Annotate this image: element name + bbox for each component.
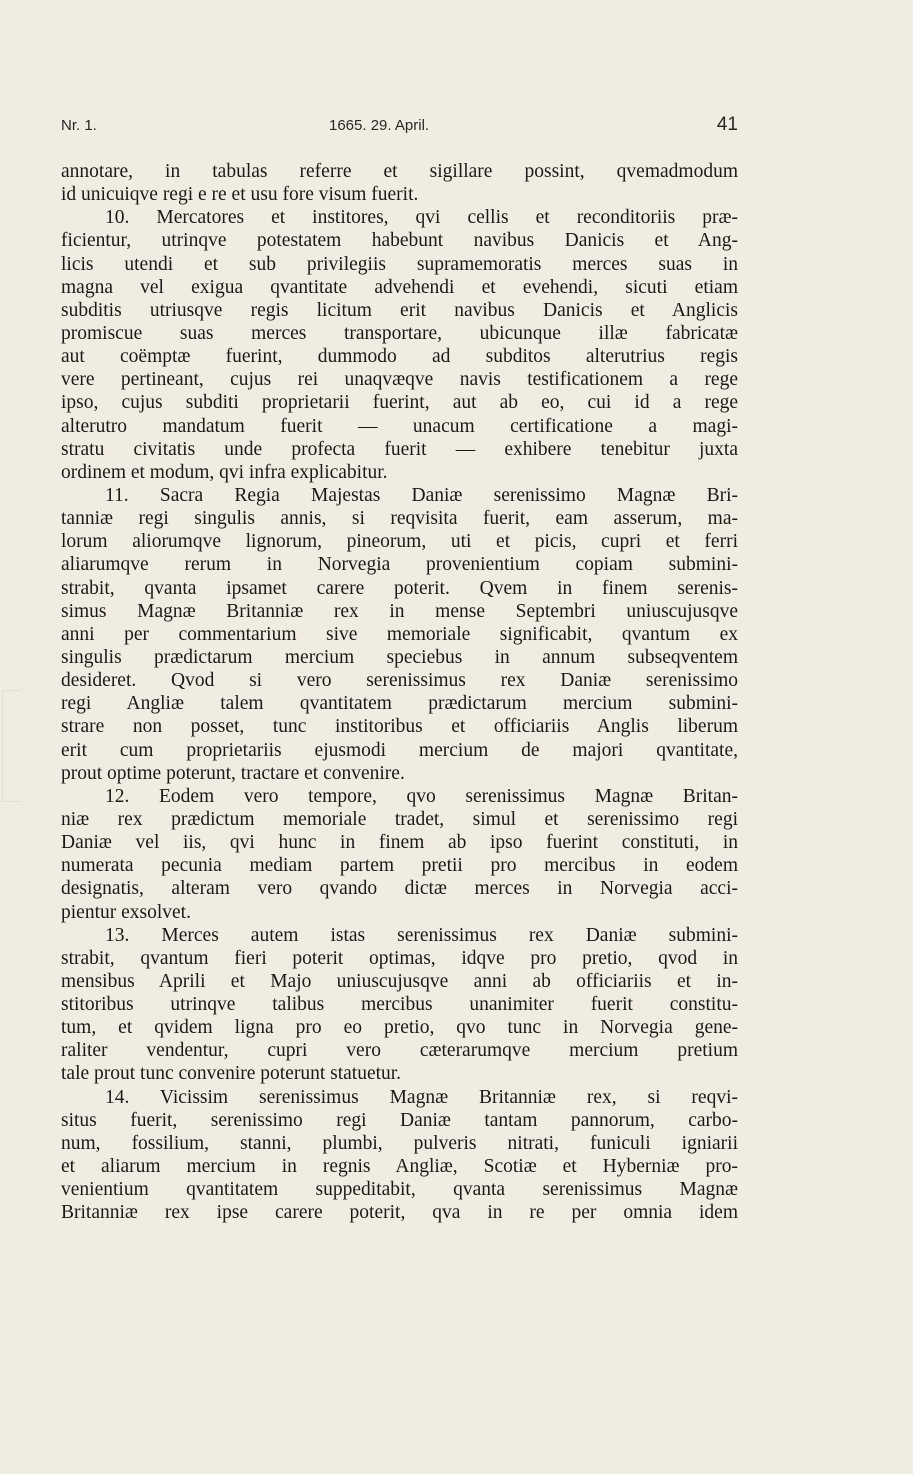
- text-line: ipso, cujus subditi proprietarii fuerint, aut ab eo, cui id a rege: [61, 392, 738, 414]
- text-line: et aliarum mercium in regnis Angliæ, Scotiæ et Hyberniæ pro-: [61, 1156, 738, 1178]
- text-line: tanniæ regi singulis annis, si reqvisita fuerit, eam asserum, ma-: [61, 508, 738, 530]
- paragraph-10-first-line: 10. Mercatores et institores, qvi cellis et reconditoriis præ-: [105, 207, 738, 229]
- paragraph-13-first-line: 13. Merces autem istas serenissimus rex Daniæ submini-: [105, 924, 738, 946]
- text-line: mensibus Aprili et Majo uniuscujusqve anni ab officiariis et in-: [61, 970, 738, 992]
- text-line: promiscue suas merces transportare, ubicunque illæ fabricatæ: [61, 322, 738, 344]
- text-line: stratu civitatis unde profecta fuerit — exhibere tenebitur juxta: [61, 438, 738, 460]
- page-number: 41: [716, 114, 738, 135]
- running-header: [61, 114, 738, 138]
- text-line: designatis, alteram vero qvando dictæ merces in Norvegia acci-: [61, 878, 738, 900]
- paragraph-12-first-line: 12. Eodem vero tempore, qvo serenissimus Magnæ Britan-: [105, 785, 738, 807]
- text-line: Daniæ vel iis, qvi hunc in finem ab ipso fuerint constituti, in: [61, 832, 738, 854]
- text-line: simus Magnæ Britanniæ rex in mense Septembri uniuscujusqve: [61, 600, 738, 622]
- text-line: ordinem et modum, qvi infra explicabitur.: [61, 461, 388, 483]
- paragraph-14-first-line: 14. Vicissim serenissimus Magnæ Britanniæ rex, si reqvi-: [105, 1086, 738, 1108]
- header-date: 1665. 29. April.: [329, 117, 430, 134]
- text-line: vere pertineant, cujus rei unaqvæqve navis testificationem a rege: [61, 369, 738, 391]
- text-line: situs fuerit, serenissimo regi Daniæ tantam pannorum, carbo-: [61, 1109, 738, 1131]
- text-line: licis utendi et sub privilegiis supramemoratis merces suas in: [61, 253, 738, 275]
- text-line: strabit, qvantum fieri poterit optimas, idqve pro pretio, qvod in: [61, 947, 738, 969]
- text-line: strabit, qvanta ipsamet carere poterit. Qvem in finem serenis-: [61, 577, 738, 599]
- text-line: alterutro mandatum fuerit — unacum certificatione a magi-: [61, 415, 738, 437]
- text-line: pientur exsolvet.: [61, 901, 191, 923]
- text-line: anni per commentarium sive memoriale significabit, qvantum ex: [61, 623, 738, 645]
- text-line: lorum aliorumqve lignorum, pineorum, uti et picis, cupri et ferri: [61, 531, 738, 553]
- text-line: regi Angliæ talem qvantitatem prædictarum mercium submini-: [61, 693, 738, 715]
- document-number: Nr. 1.: [61, 117, 97, 134]
- text-line: subditis utriusqve regis licitum erit navibus Danicis et Anglicis: [61, 299, 738, 321]
- text-line: tum, et qvidem ligna pro eo pretio, qvo tunc in Norvegia gene-: [61, 1017, 738, 1039]
- text-line: venientium qvantitatem suppeditabit, qvanta serenissimus Magnæ: [61, 1179, 738, 1201]
- text-line: raliter vendentur, cupri vero cæterarumqve mercium pretium: [61, 1040, 738, 1062]
- text-line: ficientur, utrinqve potestatem habebunt navibus Danicis et Ang-: [61, 230, 738, 252]
- text-line: niæ rex prædictum memoriale tradet, simul et serenissimo regi: [61, 808, 738, 830]
- text-line: magna vel exigua qvantitate advehendi et evehendi, sicuti etiam: [61, 276, 738, 298]
- text-line: strare non posset, tunc institoribus et officiariis Anglis liberum: [61, 716, 738, 738]
- text-line: aut coëmptæ fuerint, dummodo ad subditos alterutrius regis: [61, 346, 738, 368]
- text-line: num, fossilium, stanni, plumbi, pulveris nitrati, funiculi igniarii: [61, 1132, 738, 1154]
- text-line: stitoribus utrinqve talibus mercibus unanimiter fuerit constitu-: [61, 994, 738, 1016]
- text-line: numerata pecunia mediam partem pretii pro mercibus in eodem: [61, 855, 738, 877]
- text-line: Britanniæ rex ipse carere poterit, qva in re per omnia idem: [61, 1202, 738, 1224]
- text-line: erit cum proprietariis ejusmodi mercium de majori qvantitate,: [61, 739, 738, 761]
- body-text: [61, 160, 738, 1224]
- text-line: annotare, in tabulas referre et sigillare possint, qvemadmodum: [61, 161, 738, 182]
- text-line: id unicuiqve regi e re et usu fore visum fuerit.: [61, 184, 419, 206]
- text-line: tale prout tunc convenire poterunt statuetur.: [61, 1063, 402, 1085]
- scan-edge-mark: [2, 690, 21, 802]
- text-line: singulis prædictarum mercium speciebus in annum subseqventem: [61, 646, 738, 668]
- paragraph-11-first-line: 11. Sacra Regia Majestas Daniæ serenissimo Magnæ Bri-: [105, 484, 738, 506]
- text-line: desideret. Qvod si vero serenissimus rex Daniæ serenissimo: [61, 670, 738, 692]
- text-line: aliarumqve rerum in Norvegia provenientium copiam submini-: [61, 554, 738, 576]
- text-line: prout optime poterunt, tractare et convenire.: [61, 762, 405, 784]
